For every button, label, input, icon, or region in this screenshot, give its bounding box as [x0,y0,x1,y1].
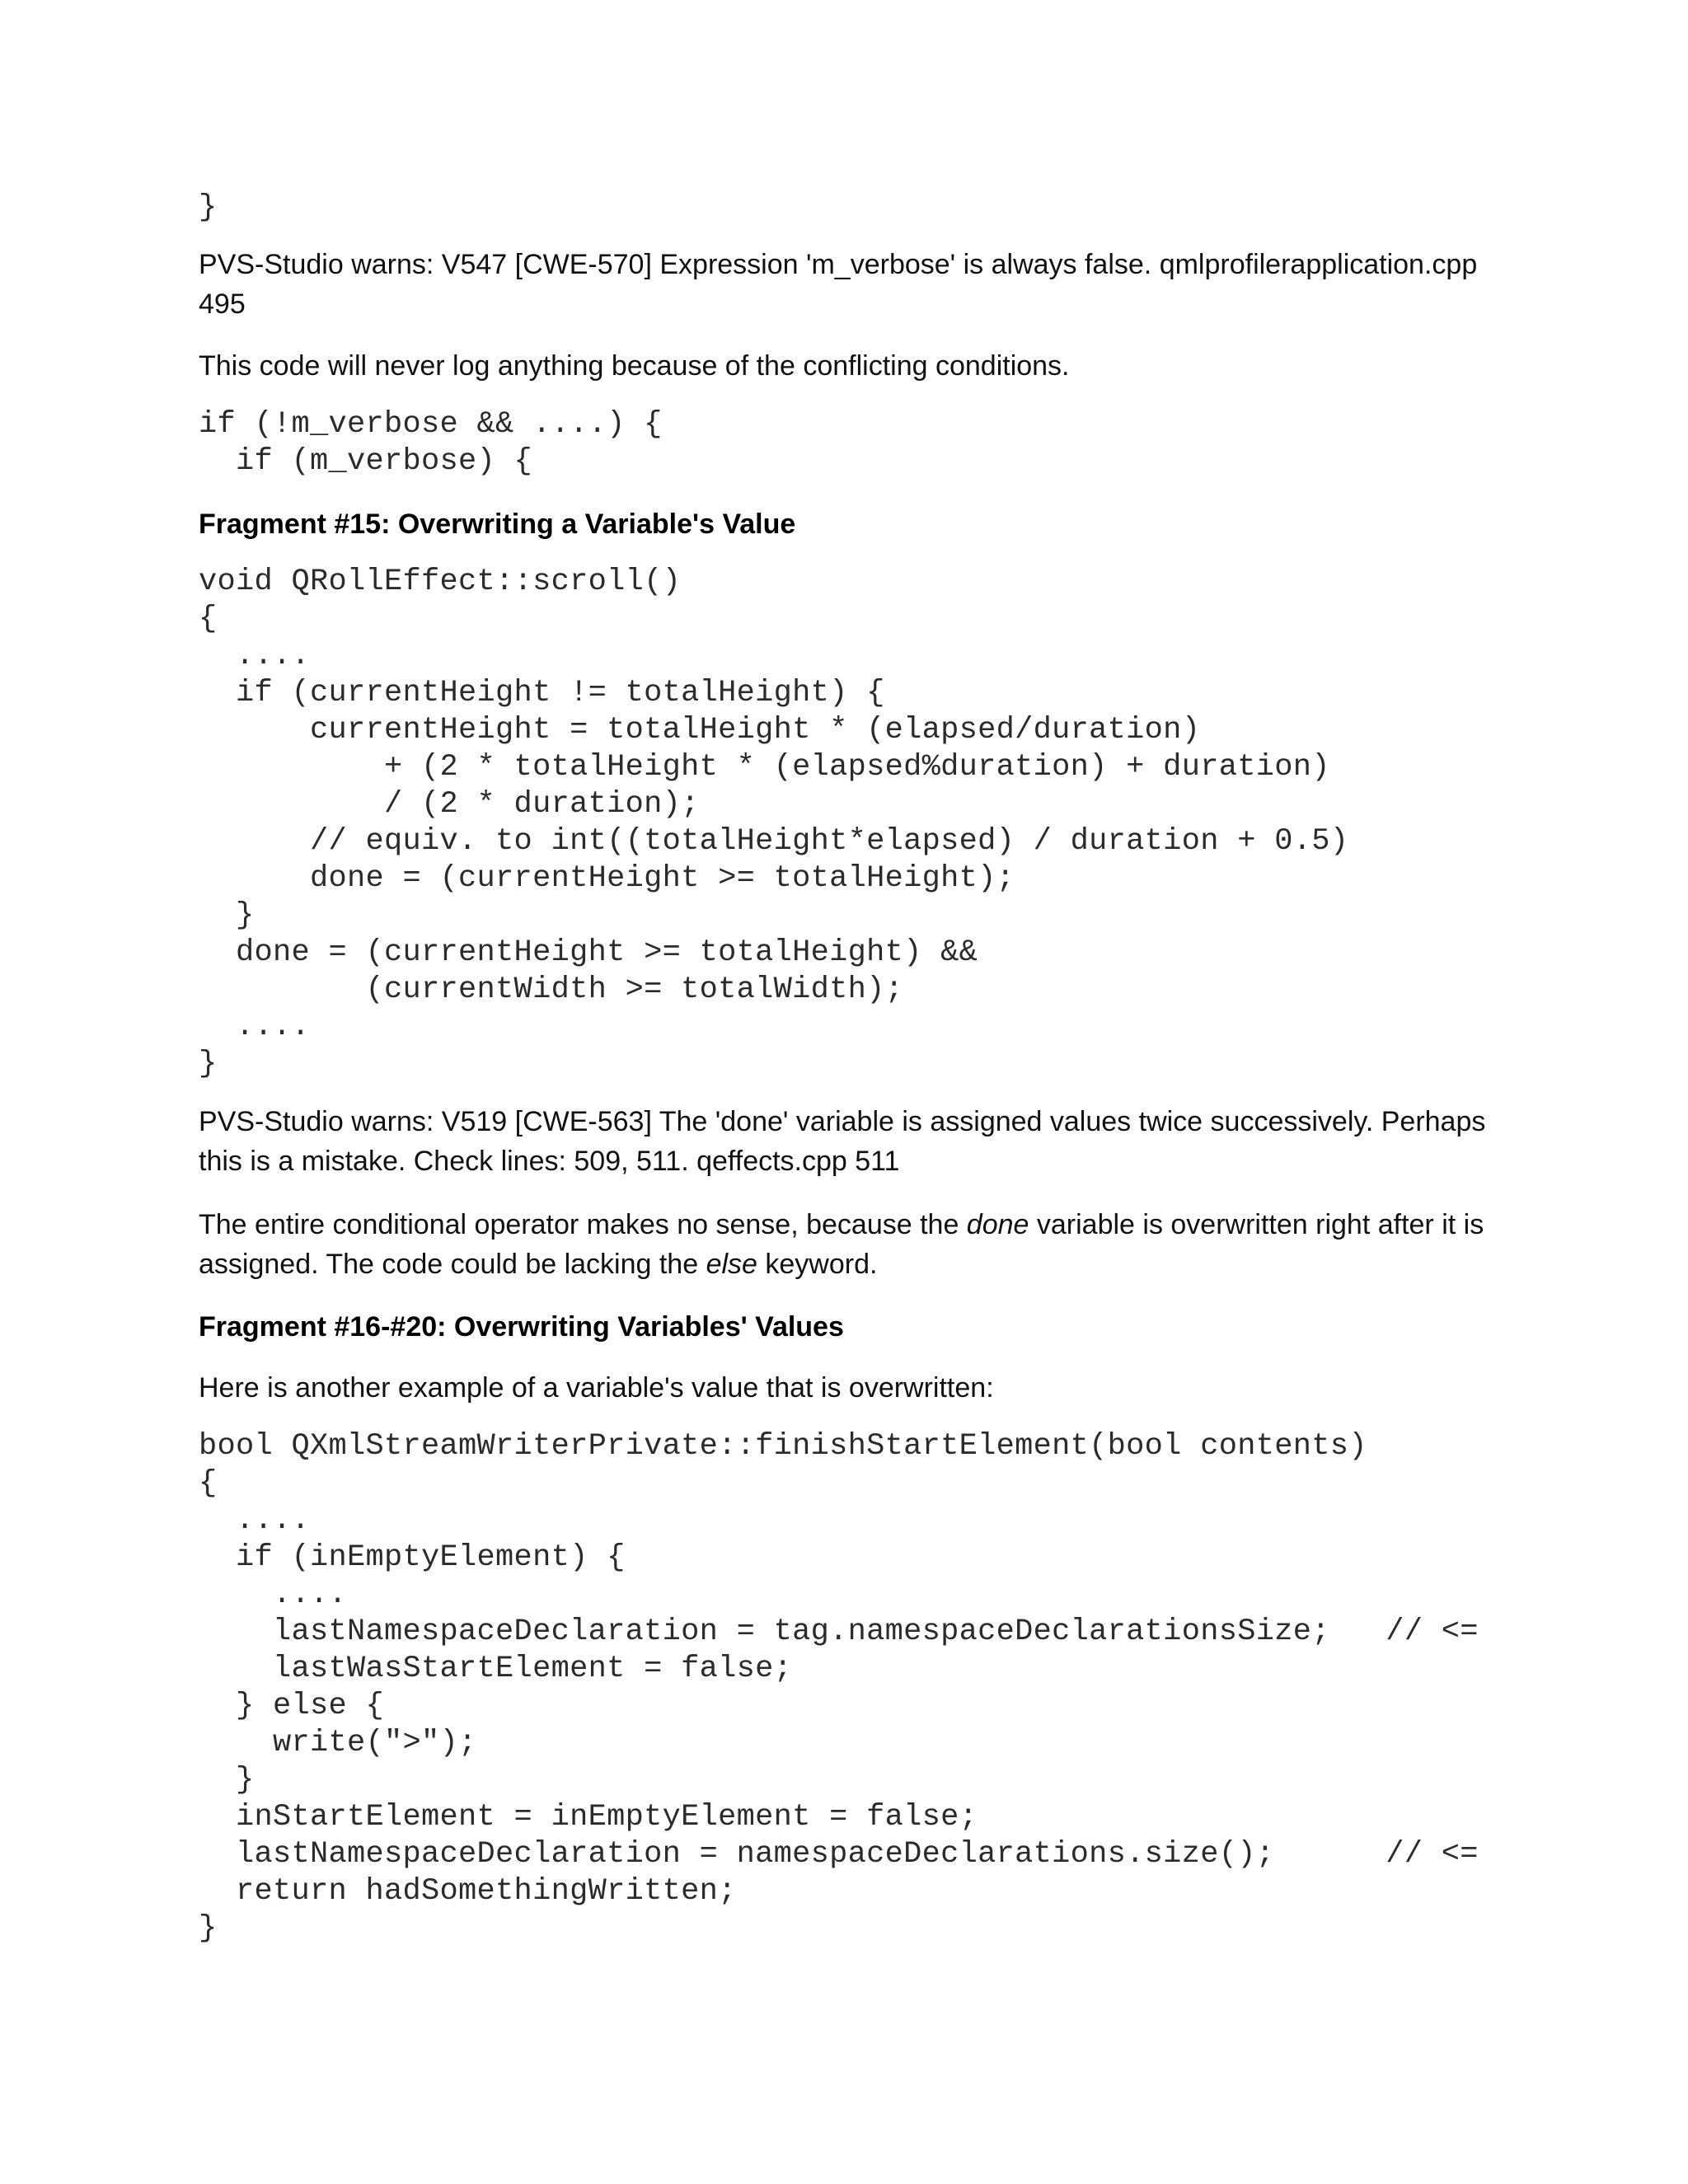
heading-fragment-16-20: Fragment #16-#20: Overwriting Variables' Values [199,1311,844,1343]
emphasis-else: else [706,1249,757,1280]
paragraph-text-3: keyword. [757,1249,878,1280]
code-snippet-xmlstreamwriter: bool QXmlStreamWriterPrivate::finishStartElement(bool contents) { .... if (inEmptyElement) { .... lastNamespaceDeclaration = tag.namespaceDeclarationsSize; // <= lastWasStartElement = false; } else { write(">"); } inStartElement = inEmptyElement = false; lastNamespaceDeclaration = namespaceDeclarations.size(); // <= return hadSomethingWritten; } [199,1429,1479,1946]
paragraph-conditional-operator [199,1205,1501,1284]
code-closing-brace: } [199,190,218,225]
paragraph-another-example: Here is another example of a variable's value that is overwritten: [199,1372,994,1404]
paragraph-text-2: variable is overwritten right after it is assigned. The code could be lacking the [199,1209,1484,1280]
pvs-warning-v547: PVS-Studio warns: V547 [CWE-570] Expression 'm_verbose' is always false. qmlprofilerapplication.cpp 495 [199,249,1478,320]
code-snippet-verbose: if (!m_verbose && ....) { if (m_verbose) { [199,407,663,479]
paragraph-text-1: The entire conditional operator makes no sense, because the [199,1209,967,1240]
paragraph-no-log: This code will never log anything because of the conflicting conditions. [199,350,1070,382]
pvs-warning-v519: PVS-Studio warns: V519 [CWE-563] The 'done' variable is assigned values twice successively. Perhaps this is a mistake. Check lines: 509, 511. qeffects.cpp 511 [199,1106,1486,1177]
heading-fragment-15: Fragment #15: Overwriting a Variable's Value [199,509,796,540]
code-snippet-rolleffect: void QRollEffect::scroll() { .... if (currentHeight != totalHeight) { currentHeight = totalHeight * (elapsed/duration) + (2 * totalHeight * (elapsed%duration) + duration) / (2 * duration); // equiv. to int((totalHeight*elapsed) / duration + 0.5) done = (currentHeight >= totalHeight); } done = (currentHeight >= totalHeight) && (currentWidth >= totalWidth); .... } [199,565,1349,1081]
emphasis-done: done [966,1209,1029,1240]
